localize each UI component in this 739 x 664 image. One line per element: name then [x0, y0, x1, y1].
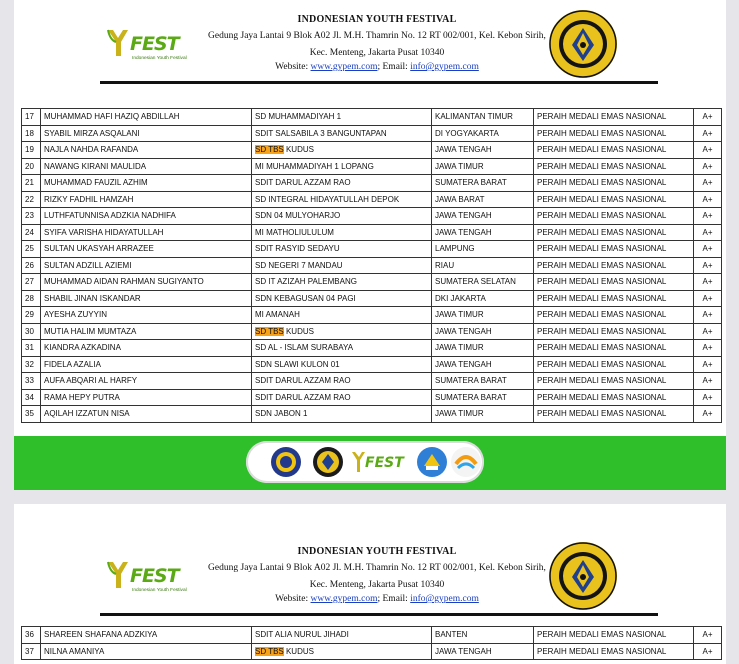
grade: A+: [694, 340, 722, 357]
province: JAWA TENGAH: [432, 208, 534, 225]
participant-name: SYIFA VARISHA HIDAYATULLAH: [41, 224, 252, 241]
province: JAWA BARAT: [432, 191, 534, 208]
sponsor-logos: [246, 441, 484, 483]
province: JAWA TENGAH: [432, 643, 534, 660]
address-line-1: Gedung Jaya Lantai 9 Blok A02 Jl. M.H. Thamrin No. 12 RT 002/001, Kel. Kebon Sirih,: [208, 31, 546, 41]
grade: A+: [694, 142, 722, 159]
school-name: MI MUHAMMADIYAH 1 LOPANG: [252, 158, 432, 175]
festival-logo-small-icon: [350, 446, 412, 478]
table-row: [22, 627, 722, 644]
award: PERAIH MEDALI EMAS NASIONAL: [534, 274, 694, 291]
document-page-1: [14, 0, 726, 490]
table-row: [22, 125, 722, 142]
row-number: 26: [22, 257, 41, 274]
grade: A+: [694, 274, 722, 291]
bem-logo-icon: [312, 446, 344, 478]
highlighted-school-text: SD TBS: [255, 145, 284, 155]
province: SUMATERA BARAT: [432, 175, 534, 192]
award: PERAIH MEDALI EMAS NASIONAL: [534, 389, 694, 406]
email-link[interactable]: info@gypem.com: [410, 62, 479, 72]
participant-name: MUHAMMAD AIDAN RAHMAN SUGIYANTO: [41, 274, 252, 291]
province: SUMATERA SELATAN: [432, 274, 534, 291]
row-number: 36: [22, 627, 41, 644]
province: JAWA TENGAH: [432, 356, 534, 373]
row-number: 30: [22, 323, 41, 340]
school-name: SDIT SALSABILA 3 BANGUNTAPAN: [252, 125, 432, 142]
participant-name: KIANDRA AZKADINA: [41, 340, 252, 357]
school-name: SD IT AZIZAH PALEMBANG: [252, 274, 432, 291]
award: PERAIH MEDALI EMAS NASIONAL: [534, 290, 694, 307]
bem-seal-icon: [548, 541, 618, 611]
award: PERAIH MEDALI EMAS NASIONAL: [534, 373, 694, 390]
participant-name: SULTAN ADZILL AZIEMI: [41, 257, 252, 274]
table-row: [22, 373, 722, 390]
participant-name: MUTIA HALIM MUMTAZA: [41, 323, 252, 340]
grade: A+: [694, 323, 722, 340]
letterhead: [14, 532, 726, 618]
row-number: 29: [22, 307, 41, 324]
province: RIAU: [432, 257, 534, 274]
school-name: SD MUHAMMADIYAH 1: [252, 109, 432, 126]
province: SUMATERA BARAT: [432, 373, 534, 390]
grade: A+: [694, 356, 722, 373]
bem-seal-icon: [548, 9, 618, 79]
participant-name: NAWANG KIRANI MAULIDA: [41, 158, 252, 175]
grade: A+: [694, 406, 722, 423]
award: PERAIH MEDALI EMAS NASIONAL: [534, 307, 694, 324]
row-number: 25: [22, 241, 41, 258]
participant-name: MUHAMMAD HAFI HAZIQ ABDILLAH: [41, 109, 252, 126]
address-line-2: Kec. Menteng, Jakarta Pusat 10340: [309, 48, 445, 58]
school-name: SD NEGERI 7 MANDAU: [252, 257, 432, 274]
participant-table: [21, 626, 722, 660]
award: PERAIH MEDALI EMAS NASIONAL: [534, 257, 694, 274]
table-row: [22, 142, 722, 159]
participant-name: LUTHFATUNNISA ADZKIA NADHIFA: [41, 208, 252, 225]
award: PERAIH MEDALI EMAS NASIONAL: [534, 323, 694, 340]
university-logo-icon: [270, 446, 302, 478]
province: JAWA TENGAH: [432, 224, 534, 241]
org-title: INDONESIAN YOUTH FESTIVAL: [297, 14, 457, 25]
participant-name: SHABIL JINAN ISKANDAR: [41, 290, 252, 307]
address-line-1: Gedung Jaya Lantai 9 Blok A02 Jl. M.H. Thamrin No. 12 RT 002/001, Kel. Kebon Sirih,: [208, 563, 546, 573]
youth-logo-icon: [450, 446, 482, 478]
table-row: [22, 356, 722, 373]
grade: A+: [694, 109, 722, 126]
province: BANTEN: [432, 627, 534, 644]
row-number: 33: [22, 373, 41, 390]
award: PERAIH MEDALI EMAS NASIONAL: [534, 109, 694, 126]
table-row: [22, 241, 722, 258]
award: PERAIH MEDALI EMAS NASIONAL: [534, 142, 694, 159]
row-number: 34: [22, 389, 41, 406]
row-number: 37: [22, 643, 41, 660]
table-row: [22, 191, 722, 208]
province: DKI JAKARTA: [432, 290, 534, 307]
header-divider: [100, 613, 658, 616]
grade: A+: [694, 191, 722, 208]
grade: A+: [694, 208, 722, 225]
school-name: SDIT DARUL AZZAM RAO: [252, 175, 432, 192]
award: PERAIH MEDALI EMAS NASIONAL: [534, 125, 694, 142]
award: PERAIH MEDALI EMAS NASIONAL: [534, 191, 694, 208]
row-number: 21: [22, 175, 41, 192]
table-row: [22, 389, 722, 406]
school-name: SD AL - ISLAM SURABAYA: [252, 340, 432, 357]
grade: A+: [694, 307, 722, 324]
grade: A+: [694, 643, 722, 660]
row-number: 24: [22, 224, 41, 241]
participant-name: SULTAN UKASYAH ARRAZEE: [41, 241, 252, 258]
participant-name: MUHAMMAD FAUZIL AZHIM: [41, 175, 252, 192]
award: PERAIH MEDALI EMAS NASIONAL: [534, 208, 694, 225]
table-row: [22, 643, 722, 660]
table-row: [22, 290, 722, 307]
contact-line: Website: www.gypem.com; Email: info@gypem.com: [275, 62, 479, 72]
school-name: MI AMANAH: [252, 307, 432, 324]
award: PERAIH MEDALI EMAS NASIONAL: [534, 643, 694, 660]
participant-name: SHAREEN SHAFANA ADZKIYA: [41, 627, 252, 644]
table-row: [22, 158, 722, 175]
award: PERAIH MEDALI EMAS NASIONAL: [534, 340, 694, 357]
school-name: SD INTEGRAL HIDAYATULLAH DEPOK: [252, 191, 432, 208]
school-name: SDIT DARUL AZZAM RAO: [252, 389, 432, 406]
school-name: SD TBS KUDUS: [252, 323, 432, 340]
participant-name: FIDELA AZALIA: [41, 356, 252, 373]
school-name: SDN SLAWI KULON 01: [252, 356, 432, 373]
table-row: [22, 307, 722, 324]
table-row: [22, 109, 722, 126]
participant-name: NILNA AMANIYA: [41, 643, 252, 660]
province: JAWA TIMUR: [432, 340, 534, 357]
participant-name: AUFA ABQARI AL HARFY: [41, 373, 252, 390]
school-name: SD TBS KUDUS: [252, 643, 432, 660]
row-number: 32: [22, 356, 41, 373]
award: PERAIH MEDALI EMAS NASIONAL: [534, 175, 694, 192]
address-line-2: Kec. Menteng, Jakarta Pusat 10340: [309, 580, 445, 590]
province: JAWA TIMUR: [432, 406, 534, 423]
award: PERAIH MEDALI EMAS NASIONAL: [534, 241, 694, 258]
festival-logo: FEST Indonesian Youth Festival: [104, 558, 188, 600]
table-row: [22, 224, 722, 241]
row-number: 18: [22, 125, 41, 142]
festival-logo: FEST Indonesian Youth Festival: [104, 26, 188, 68]
svg-text:FEST: FEST: [365, 455, 404, 471]
participant-name: NAJLA NAHDA RAFANDA: [41, 142, 252, 159]
province: DI YOGYAKARTA: [432, 125, 534, 142]
festival-y-icon: [106, 28, 130, 58]
award: PERAIH MEDALI EMAS NASIONAL: [534, 356, 694, 373]
province: KALIMANTAN TIMUR: [432, 109, 534, 126]
school-name: MI MATHOLIULULUM: [252, 224, 432, 241]
grade: A+: [694, 257, 722, 274]
row-number: 27: [22, 274, 41, 291]
participant-name: RIZKY FADHIL HAMZAH: [41, 191, 252, 208]
participant-table: [21, 108, 722, 423]
document-page-2: [14, 504, 726, 664]
participant-name: RAMA HEPY PUTRA: [41, 389, 252, 406]
row-number: 35: [22, 406, 41, 423]
province: JAWA TIMUR: [432, 307, 534, 324]
row-number: 23: [22, 208, 41, 225]
participant-name: SYABIL MIRZA ASQALANI: [41, 125, 252, 142]
grade: A+: [694, 241, 722, 258]
table-row: [22, 274, 722, 291]
row-number: 28: [22, 290, 41, 307]
contact-line: Website: www.gypem.com; Email: info@gypem.com: [275, 594, 479, 604]
row-number: 22: [22, 191, 41, 208]
school-name: SDIT DARUL AZZAM RAO: [252, 373, 432, 390]
table-row: [22, 208, 722, 225]
grade: A+: [694, 389, 722, 406]
school-name: SDN 04 MULYOHARJO: [252, 208, 432, 225]
province: JAWA TIMUR: [432, 158, 534, 175]
grade: A+: [694, 290, 722, 307]
row-number: 17: [22, 109, 41, 126]
org-title: INDONESIAN YOUTH FESTIVAL: [297, 546, 457, 557]
province: SUMATERA BARAT: [432, 389, 534, 406]
school-name: SDIT ALIA NURUL JIHADI: [252, 627, 432, 644]
school-name: SD TBS KUDUS: [252, 142, 432, 159]
letterhead: [14, 0, 726, 86]
email-link[interactable]: info@gypem.com: [410, 594, 479, 604]
grade: A+: [694, 224, 722, 241]
table-row: [22, 340, 722, 357]
participant-name: AQILAH IZZATUN NISA: [41, 406, 252, 423]
school-name: SDIT RASYID SEDAYU: [252, 241, 432, 258]
table-row: [22, 257, 722, 274]
award: PERAIH MEDALI EMAS NASIONAL: [534, 627, 694, 644]
participant-name: AYESHA ZUYYIN: [41, 307, 252, 324]
award: PERAIH MEDALI EMAS NASIONAL: [534, 224, 694, 241]
grade: A+: [694, 373, 722, 390]
grade: A+: [694, 627, 722, 644]
grade: A+: [694, 158, 722, 175]
ministry-logo-icon: [416, 446, 448, 478]
row-number: 20: [22, 158, 41, 175]
row-number: 19: [22, 142, 41, 159]
highlighted-school-text: SD TBS: [255, 646, 284, 656]
festival-y-icon: [106, 560, 130, 590]
province: JAWA TENGAH: [432, 323, 534, 340]
grade: A+: [694, 175, 722, 192]
highlighted-school-text: SD TBS: [255, 326, 284, 336]
table-row: [22, 406, 722, 423]
table-row: [22, 323, 722, 340]
table-row: [22, 175, 722, 192]
school-name: SDN JABON 1: [252, 406, 432, 423]
award: PERAIH MEDALI EMAS NASIONAL: [534, 406, 694, 423]
grade: A+: [694, 125, 722, 142]
website-link[interactable]: www.gypem.com: [310, 594, 378, 604]
header-divider: [100, 81, 658, 84]
row-number: 31: [22, 340, 41, 357]
province: LAMPUNG: [432, 241, 534, 258]
award: PERAIH MEDALI EMAS NASIONAL: [534, 158, 694, 175]
school-name: SDN KEBAGUSAN 04 PAGI: [252, 290, 432, 307]
province: JAWA TENGAH: [432, 142, 534, 159]
website-link[interactable]: www.gypem.com: [310, 62, 378, 72]
